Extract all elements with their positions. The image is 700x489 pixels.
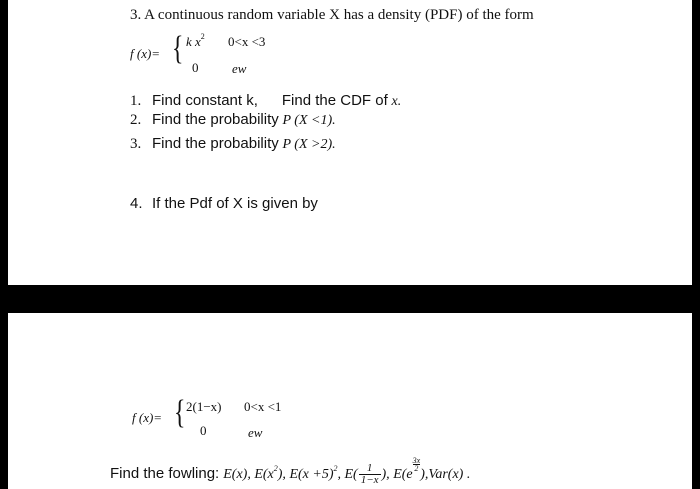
top-panel bbox=[8, 0, 692, 285]
q4-find-label: Find the fowling: bbox=[110, 465, 220, 482]
q3-pdf-brace: { bbox=[172, 30, 184, 67]
q4-pdf-case2: 0 bbox=[200, 423, 207, 438]
question-3-title: 3. A continuous random variable X has a density (PDF) of the form bbox=[130, 7, 534, 23]
q3-item-3: 3. Find the probability P (X >2). bbox=[130, 135, 336, 152]
q3-pdf-lhs: f (x)= bbox=[130, 46, 161, 61]
q3-pdf-case1: k $x^2$ bbox=[186, 32, 205, 49]
bottom-panel bbox=[8, 313, 692, 489]
q4-pdf-brace: { bbox=[174, 394, 186, 431]
q4-pdf-case2-cond: ew bbox=[248, 425, 263, 440]
q4-pdf-lhs: f (x)= bbox=[132, 410, 163, 425]
q3-pdf-case2: 0 bbox=[192, 60, 199, 75]
q3-pdf-case1-cond: 0<x <3 bbox=[228, 34, 266, 49]
question-4-title: 4. If the Pdf of X is given by bbox=[130, 195, 318, 212]
q3-pdf-case2-cond: ew bbox=[232, 61, 247, 76]
q4-pdf-case1: 2(1−x) bbox=[186, 399, 222, 414]
q3-item-2: 2. Find the probability P (X <1). bbox=[130, 111, 336, 128]
q4-find-terms: E(x), $E(x^2)$, $E(x +5)^2$, E( $\frac{1}{1-x}$ ), E(e $^{\frac{3x}{2}}$ ),Var(x) . bbox=[223, 456, 471, 487]
q4-find-line bbox=[110, 457, 470, 486]
q4-pdf-case1-cond: 0<x <1 bbox=[244, 399, 282, 414]
q3-item-1: 1. Find constant k, Find the CDF of x. bbox=[130, 92, 402, 109]
